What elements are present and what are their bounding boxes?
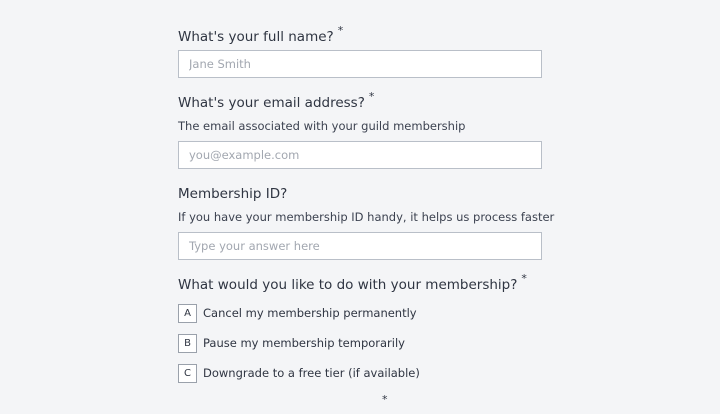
full-name-input[interactable] bbox=[179, 51, 529, 77]
choice-option-b[interactable] bbox=[178, 333, 405, 353]
question-next-partial bbox=[378, 393, 720, 414]
question-email-label: What's your email address? bbox=[178, 95, 365, 111]
email-input[interactable] bbox=[179, 142, 529, 168]
required-marker: * bbox=[382, 393, 388, 406]
choice-key-a: A bbox=[178, 304, 197, 323]
required-marker: * bbox=[368, 90, 375, 103]
choice-label-c: Downgrade to a free tier (if available) bbox=[203, 366, 420, 380]
question-membership-action bbox=[178, 272, 542, 293]
question-membership-action-label: What would you like to do with your membership? bbox=[178, 277, 518, 293]
choice-key-c: C bbox=[178, 364, 197, 383]
membership-id-field[interactable] bbox=[178, 232, 542, 260]
required-marker: * bbox=[521, 272, 527, 285]
choice-key-b: B bbox=[178, 334, 197, 353]
question-membership-id-label: Membership ID? bbox=[178, 186, 288, 202]
question-email-description: The email associated with your guild membership bbox=[178, 119, 466, 133]
full-name-field[interactable] bbox=[178, 50, 542, 78]
choice-option-a[interactable] bbox=[178, 303, 417, 323]
choice-label-a: Cancel my membership permanently bbox=[203, 306, 417, 320]
email-field[interactable] bbox=[178, 141, 542, 169]
choice-label-b: Pause my membership temporarily bbox=[203, 336, 405, 350]
question-membership-id-description: If you have your membership ID handy, it helps us process faster bbox=[178, 210, 555, 224]
question-full-name bbox=[178, 24, 542, 45]
question-membership-id bbox=[178, 186, 542, 202]
choice-option-c[interactable] bbox=[178, 363, 420, 383]
membership-id-input[interactable] bbox=[179, 233, 529, 259]
question-full-name-label: What's your full name? bbox=[178, 29, 334, 45]
question-email bbox=[178, 90, 542, 111]
required-marker: * bbox=[337, 24, 344, 37]
